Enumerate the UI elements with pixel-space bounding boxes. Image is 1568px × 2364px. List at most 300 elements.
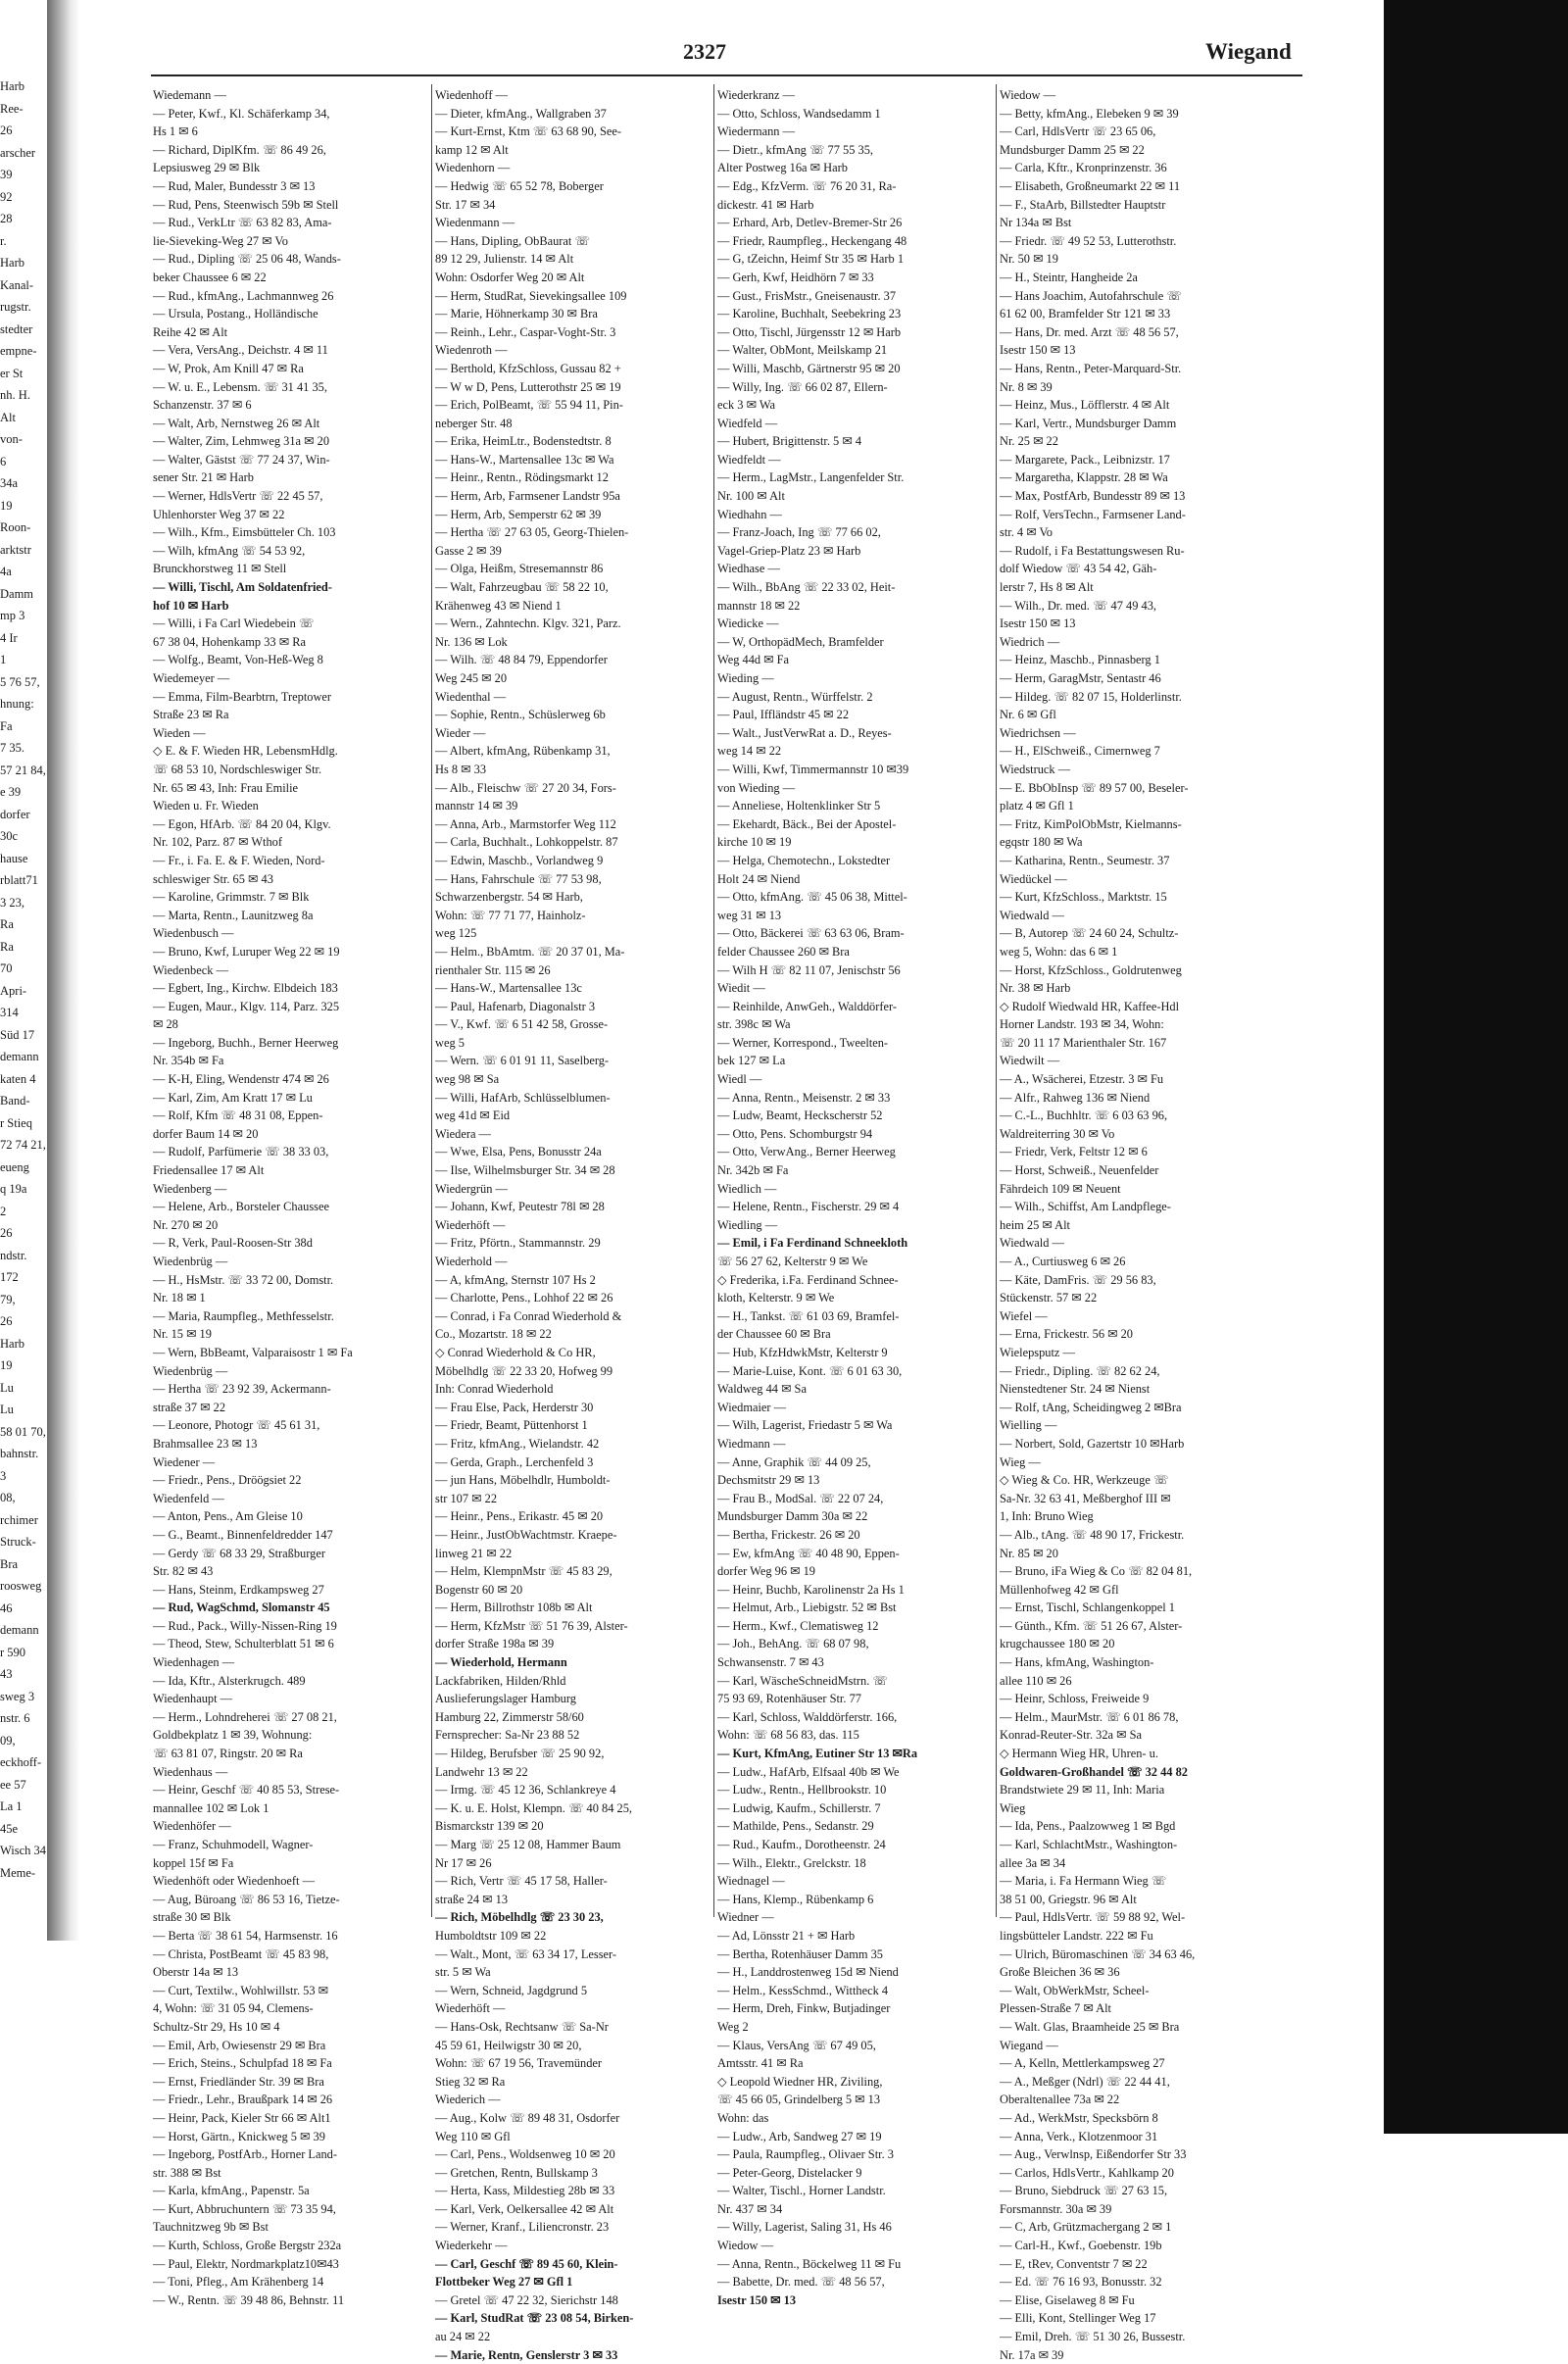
directory-entry-line: — Aug, Büroang ☏ 86 53 16, Tietze- <box>153 1892 340 1906</box>
directory-entry-line: — Wilh. ☏ 48 84 79, Eppendorfer <box>435 653 608 667</box>
directory-page <box>80 0 1384 2362</box>
directory-entry-line: — jun Hans, Möbelhdlr, Humboldt- <box>435 1473 611 1488</box>
directory-entry-line: ✉ 28 <box>153 1017 178 1032</box>
directory-entry-line: — Albert, kfmAng, Rübenkamp 31, <box>435 744 611 759</box>
directory-entry-line: — August, Rentn., Würffelstr. 2 <box>717 689 873 704</box>
directory-entry-line: — Mathilde, Pens., Sedanstr. 29 <box>717 1819 874 1834</box>
directory-entry-line: Co., Mozartstr. 18 ✉ 22 <box>435 1327 552 1342</box>
directory-entry-line: — Ernst, Friedländer Str. 39 ✉ Bra <box>153 2074 324 2089</box>
directory-entry-line: — Rud., Pack., Willy-Nissen-Ring 19 <box>153 1618 337 1633</box>
surname-heading: Wiedener — <box>153 1454 216 1469</box>
directory-entry-line: Nr. 85 ✉ 20 <box>1000 1546 1058 1560</box>
directory-entry-line: — Kurt-Ernst, Ktm ☏ 63 68 90, See- <box>435 124 621 139</box>
directory-entry-line: Dechsmitstr 29 ✉ 13 <box>717 1473 820 1488</box>
directory-entry-line: — Karoline, Grimmstr. 7 ✉ Blk <box>153 890 310 905</box>
directory-entry-line: — H., Landdrostenweg 15d ✉ Niend <box>717 1965 899 1980</box>
directory-entry-line: — Anna, Verk., Klotzenmoor 31 <box>1000 2129 1158 2143</box>
margin-fragment: Harb <box>0 256 24 270</box>
directory-entry-line: — Wern, Schneid, Jagdgrund 5 <box>435 1983 588 1997</box>
directory-entry-line: weg 5 <box>435 1035 465 1050</box>
directory-entry-line: — Rolf, VersTechn., Farmsener Land- <box>1000 507 1186 521</box>
surname-heading: Wieden — <box>153 725 206 740</box>
directory-entry-line: lerstr 7, Hs 8 ✉ Alt <box>1000 580 1094 595</box>
surname-heading: Wiederkranz — <box>717 88 795 102</box>
surname-heading: Wiedenberg — <box>153 1181 227 1196</box>
directory-entry-line: — Rudolf, Parfümerie ☏ 38 33 03, <box>153 1145 329 1159</box>
margin-fragment: katen 4 <box>0 1071 36 1086</box>
directory-entry-line: — Herm., LagMstr., Langenfelder Str. <box>717 470 905 485</box>
surname-heading: Wiedenbeck — <box>153 962 228 977</box>
directory-entry-line: Mundsburger Damm 25 ✉ 22 <box>1000 142 1145 157</box>
surname-heading: Wiederhold — <box>435 1255 508 1268</box>
directory-entry-line: — Hildeg, Berufsber ☏ 25 90 92, <box>435 1747 605 1761</box>
directory-entry-line: Nr. 136 ✉ Lok <box>435 634 508 649</box>
directory-entry-line: — Carl, HdlsVertr ☏ 23 65 06, <box>1000 124 1156 139</box>
directory-entry-line: — F., StaArb, Billstedter Hauptstr <box>1000 197 1166 212</box>
margin-fragment: rchimer <box>0 1512 38 1527</box>
directory-entry-line: — Emma, Film-Bearbtrn, Treptower <box>153 689 332 704</box>
surname-heading: Wiedit — <box>717 981 765 996</box>
directory-entry-line: — Ilse, Wilhelmsburger Str. 34 ✉ 28 <box>435 1163 615 1178</box>
directory-entry-line: — Bruno, iFa Wieg & Co ☏ 82 04 81, <box>1000 1564 1193 1579</box>
directory-entry-line: — Hans, Klemp., Rübenkamp 6 <box>717 1892 874 1906</box>
directory-entry-line: Plessen-Straße 7 ✉ Alt <box>1000 2001 1111 2016</box>
directory-entry-line: — Willi, Tischl, Am Soldatenfried- <box>153 580 332 595</box>
directory-entry-line: — Fr., i. Fa. E. & F. Wieden, Nord- <box>153 853 325 867</box>
directory-entry-line: weg 98 ✉ Sa <box>435 1072 500 1087</box>
directory-entry-line: — Kurth, Schloss, Große Bergstr 232a <box>153 2239 342 2253</box>
directory-entry-line: Landwehr 13 ✉ 22 <box>435 1764 528 1779</box>
directory-entry-line: — Ingeborg, PostfArb., Horner Land- <box>153 2147 338 2162</box>
directory-entry-line: — A, Kelln, Mettlerkampsweg 27 <box>1000 2056 1165 2071</box>
directory-entry-line: — H., Tankst. ☏ 61 03 69, Bramfel- <box>717 1308 900 1323</box>
directory-entry-line: — Ludw., Arb, Sandweg 27 ✉ 19 <box>717 2129 882 2143</box>
directory-entry-line: Gasse 2 ✉ 39 <box>435 543 502 558</box>
directory-entry-line: — W, OrthopädMech, Bramfelder <box>717 634 884 649</box>
directory-entry-line: — Anneliese, Holtenklinker Str 5 <box>717 799 881 813</box>
directory-entry-line: — Ernst, Tischl, Schlangenkoppel 1 <box>1000 1601 1175 1615</box>
directory-entry-line: Wohn: Osdorfer Weg 20 ✉ Alt <box>435 270 585 284</box>
directory-entry-line: — B, Autorep ☏ 24 60 24, Schultz- <box>1000 926 1179 941</box>
directory-entry-line: — Käte, DamFris. ☏ 29 56 83, <box>1000 1272 1156 1287</box>
directory-entry-line: Waldreiterring 30 ✉ Vo <box>1000 1126 1115 1141</box>
surname-heading: von Wieding — <box>717 780 796 795</box>
directory-entry-line: — V., Kwf. ☏ 6 51 42 58, Grosse- <box>435 1017 609 1032</box>
directory-entry-line: — Kurt, KfmAng, Eutiner Str 13 ✉Ra <box>717 1747 918 1761</box>
directory-entry-line: — Anna, Rentn., Meisenstr. 2 ✉ 33 <box>717 1090 891 1105</box>
directory-entry-line: — Wilh, kfmAng ☏ 54 53 92, <box>153 543 306 558</box>
directory-entry-line: Wieden u. Fr. Wieden <box>153 799 259 813</box>
margin-fragment: Kanal- <box>0 277 34 292</box>
directory-entry-line: — Willi, Kwf, Timmermannstr 10 ✉39 <box>717 762 909 776</box>
directory-entry-line: Nr. 354b ✉ Fa <box>153 1054 224 1068</box>
margin-fragment: 3 23, <box>0 895 24 910</box>
margin-fragment: hause <box>0 851 28 865</box>
directory-entry-line: — Wilh., BbAng ☏ 22 33 02, Heit- <box>717 580 896 595</box>
directory-entry-line: — Frau Else, Pack, Herderstr 30 <box>435 1400 594 1414</box>
directory-entry-line: — Rud, Maler, Bundesstr 3 ✉ 13 <box>153 178 316 193</box>
directory-entry-line: — Rolf, tAng, Scheidingweg 2 ✉Bra <box>1000 1400 1182 1414</box>
directory-entry-line: — Anne, Graphik ☏ 44 09 25, <box>717 1454 871 1469</box>
directory-entry-line: — Willy, Ing. ☏ 66 02 87, Ellern- <box>717 379 888 394</box>
margin-fragment: roosweg <box>0 1579 42 1593</box>
directory-entry-line: — Werner, Korrespond., Tweelten- <box>717 1035 889 1050</box>
directory-entry-line: — Emil, Dreh. ☏ 51 30 26, Bussestr. <box>1000 2330 1186 2344</box>
margin-fragment: rugstr. <box>0 300 31 314</box>
directory-entry-line: Uhlenhorster Weg 37 ✉ 22 <box>153 507 285 521</box>
directory-entry-line: — Paul, HdlsVertr. ☏ 59 88 92, Wel- <box>1000 1910 1186 1925</box>
surname-heading: Wiedenmann — <box>435 216 515 230</box>
surname-heading: Wiedenhagen — <box>153 1655 235 1670</box>
directory-entry-line: — Friedr, Raumpfleg., Heckengang 48 <box>717 233 907 248</box>
surname-heading: Wiedenhöfer — <box>153 1819 231 1834</box>
binding-gutter-shadow <box>47 0 80 1941</box>
margin-fragment: mp 3 <box>0 609 25 622</box>
directory-entry-line: Humboldtstr 109 ✉ 22 <box>435 1928 547 1943</box>
directory-entry-line: — Charlotte, Pens., Lohhof 22 ✉ 26 <box>435 1291 613 1305</box>
directory-entry-line: — Marie-Luise, Kont. ☏ 6 01 63 30, <box>717 1363 903 1378</box>
directory-entry-line: 67 38 04, Hohenkamp 33 ✉ Ra <box>153 634 306 649</box>
margin-fragment: 19 <box>0 498 13 513</box>
directory-entry-line: Schanzenstr. 37 ✉ 6 <box>153 398 252 413</box>
directory-entry-line: 61 62 00, Bramfelder Str 121 ✉ 33 <box>1000 307 1171 321</box>
directory-entry-line: 75 93 69, Rotenhäuser Str. 77 <box>717 1692 861 1706</box>
directory-entry-line: — Horst, KfzSchloss., Goldrutenweg <box>1000 962 1182 977</box>
surname-heading: Wiedner — <box>717 1910 774 1925</box>
directory-entry-line: — Toni, Pfleg., Am Krähenberg 14 <box>153 2275 324 2290</box>
margin-fragment: ee 57 <box>0 1777 26 1792</box>
directory-entry-line: 38 51 00, Griegstr. 96 ✉ Alt <box>1000 1892 1137 1906</box>
directory-entry-line: Horner Landstr. 193 ✉ 34, Wohn: <box>1000 1017 1164 1032</box>
directory-entry-line: straße 24 ✉ 13 <box>435 1892 509 1906</box>
directory-entry-line: — Friedr, Verk, Feltstr 12 ✉ 6 <box>1000 1145 1148 1159</box>
directory-entry-line: rienthaler Str. 115 ✉ 26 <box>435 962 551 977</box>
directory-entry-line: Fährdeich 109 ✉ Neuent <box>1000 1181 1121 1196</box>
directory-entry-line: — G, tZeichn, Heimf Str 35 ✉ Harb 1 <box>717 252 905 267</box>
directory-entry-line: — Werner, Kranf., Liliencronstr. 23 <box>435 2220 610 2235</box>
directory-entry-line: — Hans, kfmAng, Washington- <box>1000 1655 1154 1670</box>
directory-entry-line: — Anna, Arb., Marmstorfer Weg 112 <box>435 816 616 831</box>
directory-entry-line: ☏ 56 27 62, Kelterstr 9 ✉ We <box>717 1255 868 1268</box>
directory-entry-line: — Margarete, Pack., Leibnizstr. 17 <box>1000 452 1170 467</box>
directory-entry-line: — Ad., WerkMstr, Specksbörn 8 <box>1000 2110 1158 2125</box>
directory-entry-line: — Rud., kfmAng., Lachmannweg 26 <box>153 288 334 303</box>
directory-entry-line: — Ludw, Beamt, Heckscherstr 52 <box>717 1108 883 1123</box>
directory-entry-line: — Marg ☏ 25 12 08, Hammer Baum <box>435 1838 621 1851</box>
directory-entry-line: — Walt, Fahrzeugbau ☏ 58 22 10, <box>435 580 609 595</box>
directory-entry-line: — Carl, Geschf ☏ 89 45 60, Klein- <box>435 2256 618 2271</box>
directory-entry-line: straße 37 ✉ 22 <box>153 1400 226 1414</box>
directory-entry-line: — Wilh., Schiffst, Am Landpflege- <box>1000 1200 1171 1214</box>
directory-column-1 <box>153 86 431 2307</box>
directory-entry-line: — Helga, Chemotechn., Lokstedter <box>717 853 891 867</box>
directory-entry-line: Waldweg 44 ✉ Sa <box>717 1382 807 1397</box>
header-rule <box>151 74 1302 76</box>
directory-entry-line: — Helm., BbAmtm. ☏ 20 37 01, Ma- <box>435 944 625 959</box>
directory-entry-line: — Karl, Schloss, Walddörferstr. 166, <box>717 1709 898 1724</box>
directory-column-4 <box>1000 86 1278 2362</box>
directory-entry-line: — A, kfmAng, Sternstr 107 Hs 2 <box>435 1272 596 1287</box>
directory-entry-line: — Rudolf, i Fa Bestattungswesen Ru- <box>1000 543 1185 558</box>
directory-entry-line: — Carla, Kftr., Kronprinzenstr. 36 <box>1000 161 1167 175</box>
directory-entry-line: — Walt. Glas, Braamheide 25 ✉ Bra <box>1000 2019 1180 2034</box>
directory-entry-line: 45 59 61, Heilwigstr 30 ✉ 20, <box>435 2038 582 2052</box>
directory-entry-line: Schultz-Str 29, Hs 10 ✉ 4 <box>153 2019 280 2034</box>
margin-fragment: Lu <box>0 1403 14 1416</box>
directory-entry-line: Nr. 6 ✉ Gfl <box>1000 708 1056 722</box>
directory-entry-line: — A., Wsächerei, Etzestr. 3 ✉ Fu <box>1000 1072 1164 1087</box>
directory-entry-line: — Karl, StudRat ☏ 23 08 54, Birken- <box>435 2311 634 2326</box>
directory-entry-line: — Friedr. ☏ 49 52 53, Lutterothstr. <box>1000 233 1177 248</box>
directory-entry-line: — Aug., Kolw ☏ 89 48 31, Osdorfer <box>435 2110 620 2125</box>
surname-heading: Wiedergrün — <box>435 1181 508 1196</box>
margin-fragment: arscher <box>0 145 36 160</box>
directory-entry-line: Brahmsallee 23 ✉ 13 <box>153 1436 258 1451</box>
directory-entry-line: — Bertha, Rotenhäuser Damm 35 <box>717 1946 883 1961</box>
directory-entry-line: lingsbütteler Landstr. 222 ✉ Fu <box>1000 1928 1153 1943</box>
margin-fragment: 09, <box>0 1733 16 1748</box>
directory-entry-line: — Ida, Pens., Paalzowweg 1 ✉ Bgd <box>1000 1819 1176 1834</box>
directory-entry-line: — Erhard, Arb, Detlev-Bremer-Str 26 <box>717 216 903 230</box>
directory-entry-line: — Friedr., Pens., Dröögsiet 22 <box>153 1473 302 1488</box>
directory-entry-line: — Hans, Dipling, ObBaurat ☏ <box>435 233 590 248</box>
surname-heading: Wiedenhoff — <box>435 88 508 102</box>
directory-entry-line: weg 31 ✉ 13 <box>717 908 782 922</box>
directory-entry-line: — Maria, Raumpfleg., Methfesselstr. <box>153 1308 334 1323</box>
directory-entry-line: Konrad-Reuter-Str. 32a ✉ Sa <box>1000 1728 1143 1743</box>
column-divider <box>996 84 997 1917</box>
directory-entry-line: — Gerh, Kwf, Heidhörn 7 ✉ 33 <box>717 270 874 284</box>
surname-heading: Wiedenbrüg — <box>153 1363 228 1378</box>
directory-entry-line: — Max, PostfArb, Bundesstr 89 ✉ 13 <box>1000 489 1186 504</box>
directory-entry-line: Weg 245 ✉ 20 <box>435 671 508 685</box>
directory-entry-line: — Rich, Vertr ☏ 45 17 58, Haller- <box>435 1874 608 1889</box>
directory-entry-line: — Dietr., kfmAng ☏ 77 55 35, <box>717 142 874 157</box>
directory-entry-line: — Christa, PostBeamt ☏ 45 83 98, <box>153 1946 329 1961</box>
directory-entry-line: Nr. 437 ✉ 34 <box>717 2201 783 2216</box>
directory-entry-line: — G., Beamt., Binnenfeldredder 147 <box>153 1527 333 1542</box>
directory-entry-line: — Conrad, i Fa Conrad Wiederhold & <box>435 1308 622 1323</box>
directory-entry-line: — Sophie, Rentn., Schüslerweg 6b <box>435 708 606 722</box>
directory-entry-line: — Dieter, kfmAng., Wallgraben 37 <box>435 106 607 121</box>
surname-heading: Wiedhahn — <box>717 507 782 521</box>
surname-heading: Wiedmaier — <box>717 1400 787 1414</box>
surname-heading: Wiedenfeld — <box>153 1491 224 1505</box>
directory-entry-line: — Hans-Osk, Rechtsanw ☏ Sa-Nr <box>435 2019 609 2034</box>
directory-entry-line: — Gretchen, Rentn, Bullskamp 3 <box>435 2165 598 2180</box>
surname-heading: Wiederhöft — <box>435 2001 506 2016</box>
directory-entry-line: Nienstedtener Str. 24 ✉ Nienst <box>1000 1382 1151 1397</box>
surname-heading: Wiedow — <box>1000 88 1055 102</box>
directory-entry-line: — Paul, Hafenarb, Diagonalstr 3 <box>435 999 596 1013</box>
directory-entry-line: — Bruno, Siebdruck ☏ 27 63 15, <box>1000 2184 1168 2198</box>
directory-entry-line: — Heinr, Schloss, Freiweide 9 <box>1000 1692 1150 1706</box>
directory-entry-line: — Katharina, Rentn., Seumestr. 37 <box>1000 853 1170 867</box>
directory-entry-line: — Erna, Frickestr. 56 ✉ 20 <box>1000 1327 1133 1342</box>
directory-entry-line: — Gretel ☏ 47 22 32, Sierichstr 148 <box>435 2292 618 2307</box>
directory-entry-line: — Emil, i Fa Ferdinand Schneekloth <box>717 1236 908 1251</box>
directory-entry-line: — Erich, Steins., Schulpfad 18 ✉ Fa <box>153 2056 332 2071</box>
directory-entry-line: — Ew, kfmAng ☏ 40 48 90, Eppen- <box>717 1546 900 1560</box>
surname-heading: Wiedenbrüg — <box>153 1255 228 1268</box>
directory-entry-line: — Vera, VersAng., Deichstr. 4 ✉ 11 <box>153 343 328 358</box>
directory-entry-line: — Heinr, Geschf ☏ 40 85 53, Strese- <box>153 1783 340 1798</box>
directory-entry-line: — Kurt, Abbruchuntern ☏ 73 35 94, <box>153 2201 336 2216</box>
directory-entry-line: heim 25 ✉ Alt <box>1000 1217 1070 1232</box>
directory-entry-line: — E, tRev, Conventstr 7 ✉ 22 <box>1000 2256 1148 2271</box>
margin-fragment: Meme- <box>0 1865 36 1880</box>
margin-fragment: 19 <box>0 1358 13 1372</box>
surname-heading: Wiedwilt — <box>1000 1054 1060 1068</box>
directory-entry-line: Wieg <box>1000 1800 1026 1815</box>
directory-entry-line: — Fritz, Pförtn., Stammannstr. 29 <box>435 1236 601 1251</box>
margin-fragment: La 1 <box>0 1799 23 1813</box>
directory-entry-line: — Werner, HdlsVertr ☏ 22 45 57, <box>153 489 323 504</box>
directory-entry-line: — Hans-W., Martensallee 13c <box>435 981 582 996</box>
directory-entry-line: dorfer Weg 96 ✉ 19 <box>717 1564 815 1579</box>
directory-entry-line: — H., HsMstr. ☏ 33 72 00, Domstr. <box>153 1272 334 1287</box>
surname-heading: Wielling — <box>1000 1418 1057 1433</box>
directory-entry-line: — Erika, HeimLtr., Bodenstedtstr. 8 <box>435 434 612 449</box>
directory-entry-line: Hs 8 ✉ 33 <box>435 762 487 776</box>
directory-entry-line: — Egon, HfArb. ☏ 84 20 04, Klgv. <box>153 816 331 831</box>
directory-entry-line: — Rud., Dipling ☏ 25 06 48, Wands- <box>153 252 341 267</box>
directory-entry-line: beker Chaussee 6 ✉ 22 <box>153 270 267 284</box>
directory-entry-line: ☏ 63 81 07, Ringstr. 20 ✉ Ra <box>153 1747 303 1761</box>
margin-fragment: Damm <box>0 586 34 601</box>
surname-heading: Wiedmann — <box>717 1436 786 1451</box>
surname-heading: Wiedow — <box>717 2239 773 2253</box>
directory-entry-line: Goldbekplatz 1 ✉ 39, Wohnung: <box>153 1728 313 1743</box>
directory-entry-line: — Heinr, Buchb, Karolinenstr 2a Hs 1 <box>717 1582 905 1597</box>
directory-entry-line: — Herta, Kass, Mildestieg 28b ✉ 33 <box>435 2184 615 2198</box>
directory-entry-line: — Peter, Kwf., Kl. Schäferkamp 34, <box>153 106 330 121</box>
margin-fragment: q 19a <box>0 1182 27 1196</box>
directory-entry-line: — Gust., FrisMstr., Gneisenaustr. 37 <box>717 288 897 303</box>
margin-fragment: Harb <box>0 1336 24 1351</box>
margin-fragment: eckhoff- <box>0 1755 42 1769</box>
directory-entry-line: — Joh., BehAng. ☏ 68 07 98, <box>717 1637 869 1651</box>
directory-entry-line: Weg 110 ✉ Gfl <box>435 2129 511 2143</box>
margin-fragment: eueng <box>0 1159 29 1174</box>
margin-fragment: 3 <box>0 1468 7 1483</box>
directory-entry-line: Nr. 102, Parz. 87 ✉ Wthof <box>153 835 282 850</box>
directory-entry-line: — Herm, GaragMstr, Sentastr 46 <box>1000 671 1161 685</box>
directory-entry-line: — Otto, Tischl, Jürgensstr 12 ✉ Harb <box>717 324 902 339</box>
directory-entry-line: str 107 ✉ 22 <box>435 1491 498 1505</box>
directory-entry-line: Brunckhorstweg 11 ✉ Stell <box>153 562 287 576</box>
directory-entry-line: ◇ Frederika, i.Fa. Ferdinand Schnee- <box>717 1272 899 1287</box>
directory-entry-line: Isestr 150 ✉ 13 <box>1000 343 1076 358</box>
directory-entry-line: — Leonore, Photogr ☏ 45 61 31, <box>153 1418 320 1433</box>
directory-entry-line: — Heinr., JustObWachtmstr. Kraepe- <box>435 1527 617 1542</box>
directory-entry-line: str. 398c ✉ Wa <box>717 1017 791 1032</box>
directory-entry-line: Isestr 150 ✉ 13 <box>717 2292 797 2307</box>
directory-entry-line: — Herm, KfzMstr ☏ 51 76 39, Alster- <box>435 1618 628 1633</box>
directory-entry-line: — Gerdy ☏ 68 33 29, Straßburger <box>153 1546 325 1560</box>
directory-entry-line: weg 125 <box>435 926 477 941</box>
directory-entry-line: — Karla, kfmAng., Papenstr. 5a <box>153 2184 310 2198</box>
margin-fragment: demann <box>0 1050 39 1063</box>
directory-entry-line: — Wiederhold, Hermann <box>435 1655 567 1670</box>
directory-entry-line: Str. 82 ✉ 43 <box>153 1564 214 1579</box>
directory-entry-line: — Karl, Vertr., Mundsburger Damm <box>1000 416 1177 430</box>
directory-entry-line: — Hildeg. ☏ 82 07 15, Holderlinstr. <box>1000 689 1182 704</box>
directory-entry-line: — Marie, Höhnerkamp 30 ✉ Bra <box>435 307 598 321</box>
directory-entry-line: felder Chaussee 260 ✉ Bra <box>717 944 850 959</box>
directory-entry-line: — Elli, Kont, Stellinger Weg 17 <box>1000 2311 1156 2326</box>
directory-entry-line: — Rud., Kaufm., Dorotheenstr. 24 <box>717 1838 886 1851</box>
directory-entry-line: — Franz, Schuhmodell, Wagner- <box>153 1838 314 1851</box>
directory-entry-line: — Heinr., Rentn., Rödingsmarkt 12 <box>435 470 609 485</box>
margin-fragment: Wisch 34 <box>0 1844 47 1857</box>
directory-entry-line: Nr. 50 ✉ 19 <box>1000 252 1058 267</box>
directory-entry-line: — Karl, Verk, Oelkersallee 42 ✉ Alt <box>435 2201 614 2216</box>
directory-entry-line: — Theod, Stew, Schulterblatt 51 ✉ 6 <box>153 1637 334 1651</box>
directory-entry-line: — Rud, WagSchmd, Slomanstr 45 <box>153 1601 330 1615</box>
margin-fragment: empne- <box>0 344 37 358</box>
directory-entry-line: Nr 17 ✉ 26 <box>435 1855 492 1870</box>
directory-entry-line: dolf Wiedow ☏ 43 54 42, Gäh- <box>1000 562 1157 576</box>
directory-entry-line: — Elisabeth, Großneumarkt 22 ✉ 11 <box>1000 178 1181 193</box>
directory-entry-line: ◇ Leopold Wiedner HR, Ziviling, <box>717 2074 883 2089</box>
directory-entry-line: — Ludw., HafArb, Elfsaal 40b ✉ We <box>717 1764 900 1779</box>
directory-entry-line: — K. u. E. Holst, Klempn. ☏ 40 84 25, <box>435 1800 633 1815</box>
directory-entry-line: — Walter, Tischl., Horner Landstr. <box>717 2184 886 2198</box>
directory-entry-line: — Herm, Arb, Semperstr 62 ✉ 39 <box>435 507 602 521</box>
directory-entry-line: — Hans, Rentn., Peter-Marquard-Str. <box>1000 361 1182 375</box>
surname-heading: Wiedera — <box>435 1126 491 1141</box>
directory-entry-line: Holt 24 ✉ Niend <box>717 871 801 886</box>
directory-entry-line: — Egbert, Ing., Kirchw. Elbdeich 183 <box>153 981 338 996</box>
directory-entry-line: — Paula, Raumpfleg., Olivaer Str. 3 <box>717 2147 894 2162</box>
directory-entry-line: straße 30 ✉ Blk <box>153 1910 231 1925</box>
directory-entry-line: 89 12 29, Julienstr. 14 ✉ Alt <box>435 252 574 267</box>
directory-entry-line: — Karoline, Buchhalt, Seebekring 23 <box>717 307 902 321</box>
surname-heading: Wiedenhorn — <box>435 161 511 175</box>
directory-entry-line: — Irmg. ☏ 45 12 36, Schlankreye 4 <box>435 1783 616 1798</box>
directory-entry-line: Schwarzenbergstr. 54 ✉ Harb, <box>435 890 583 905</box>
directory-entry-line: Hs 1 ✉ 6 <box>153 124 198 139</box>
directory-entry-line: Nr 134a ✉ Bst <box>1000 216 1072 230</box>
directory-entry-line: Schwansenstr. 7 ✉ 43 <box>717 1655 824 1670</box>
directory-entry-line: — Helm., MaurMstr. ☏ 6 01 86 78, <box>1000 1709 1179 1724</box>
surname-heading: Wiedwald — <box>1000 1236 1064 1251</box>
margin-fragment: von- <box>0 432 23 446</box>
directory-entry-line: — Frau B., ModSal. ☏ 22 07 24, <box>717 1491 884 1505</box>
directory-entry-line: Forsmannstr. 30a ✉ 39 <box>1000 2201 1112 2216</box>
directory-entry-line: — Wilh., Kfm., Eimsbütteler Ch. 103 <box>153 525 336 540</box>
directory-entry-line: — Carl-H., Kwf., Goebenstr. 19b <box>1000 2239 1162 2253</box>
directory-entry-line: koppel 15f ✉ Fa <box>153 1855 234 1870</box>
directory-entry-line: Wohn: ☏ 67 19 56, Travemünder <box>435 2056 603 2071</box>
directory-entry-line: lie-Sieveking-Weg 27 ✉ Vo <box>153 233 288 248</box>
directory-entry-line: allee 110 ✉ 26 <box>1000 1673 1072 1688</box>
directory-entry-line: ◇ Conrad Wiederhold & Co HR, <box>435 1345 596 1359</box>
surname-heading: Wieder — <box>435 725 486 740</box>
directory-entry-line: — Willi, HafArb, Schlüsselblumen- <box>435 1090 611 1105</box>
margin-fragment: 79, <box>0 1292 16 1306</box>
directory-entry-line: dorfer Baum 14 ✉ 20 <box>153 1126 259 1141</box>
directory-entry-line: — Herm, Dreh, Finkw, Butjadinger <box>717 2001 891 2016</box>
directory-entry-line: au 24 ✉ 22 <box>435 2330 491 2344</box>
directory-entry-line: — Carlos, HdlsVertr., Kahlkamp 20 <box>1000 2165 1174 2180</box>
margin-fragment: 26 <box>0 1226 13 1240</box>
directory-entry-line: — Ludw., Rentn., Hellbrookstr. 10 <box>717 1783 887 1798</box>
margin-fragment: Ra <box>0 917 14 931</box>
directory-entry-line: — Wern. ☏ 6 01 91 11, Saselberg- <box>435 1054 610 1068</box>
directory-entry-line: — Ursula, Postang., Holländische <box>153 307 318 321</box>
